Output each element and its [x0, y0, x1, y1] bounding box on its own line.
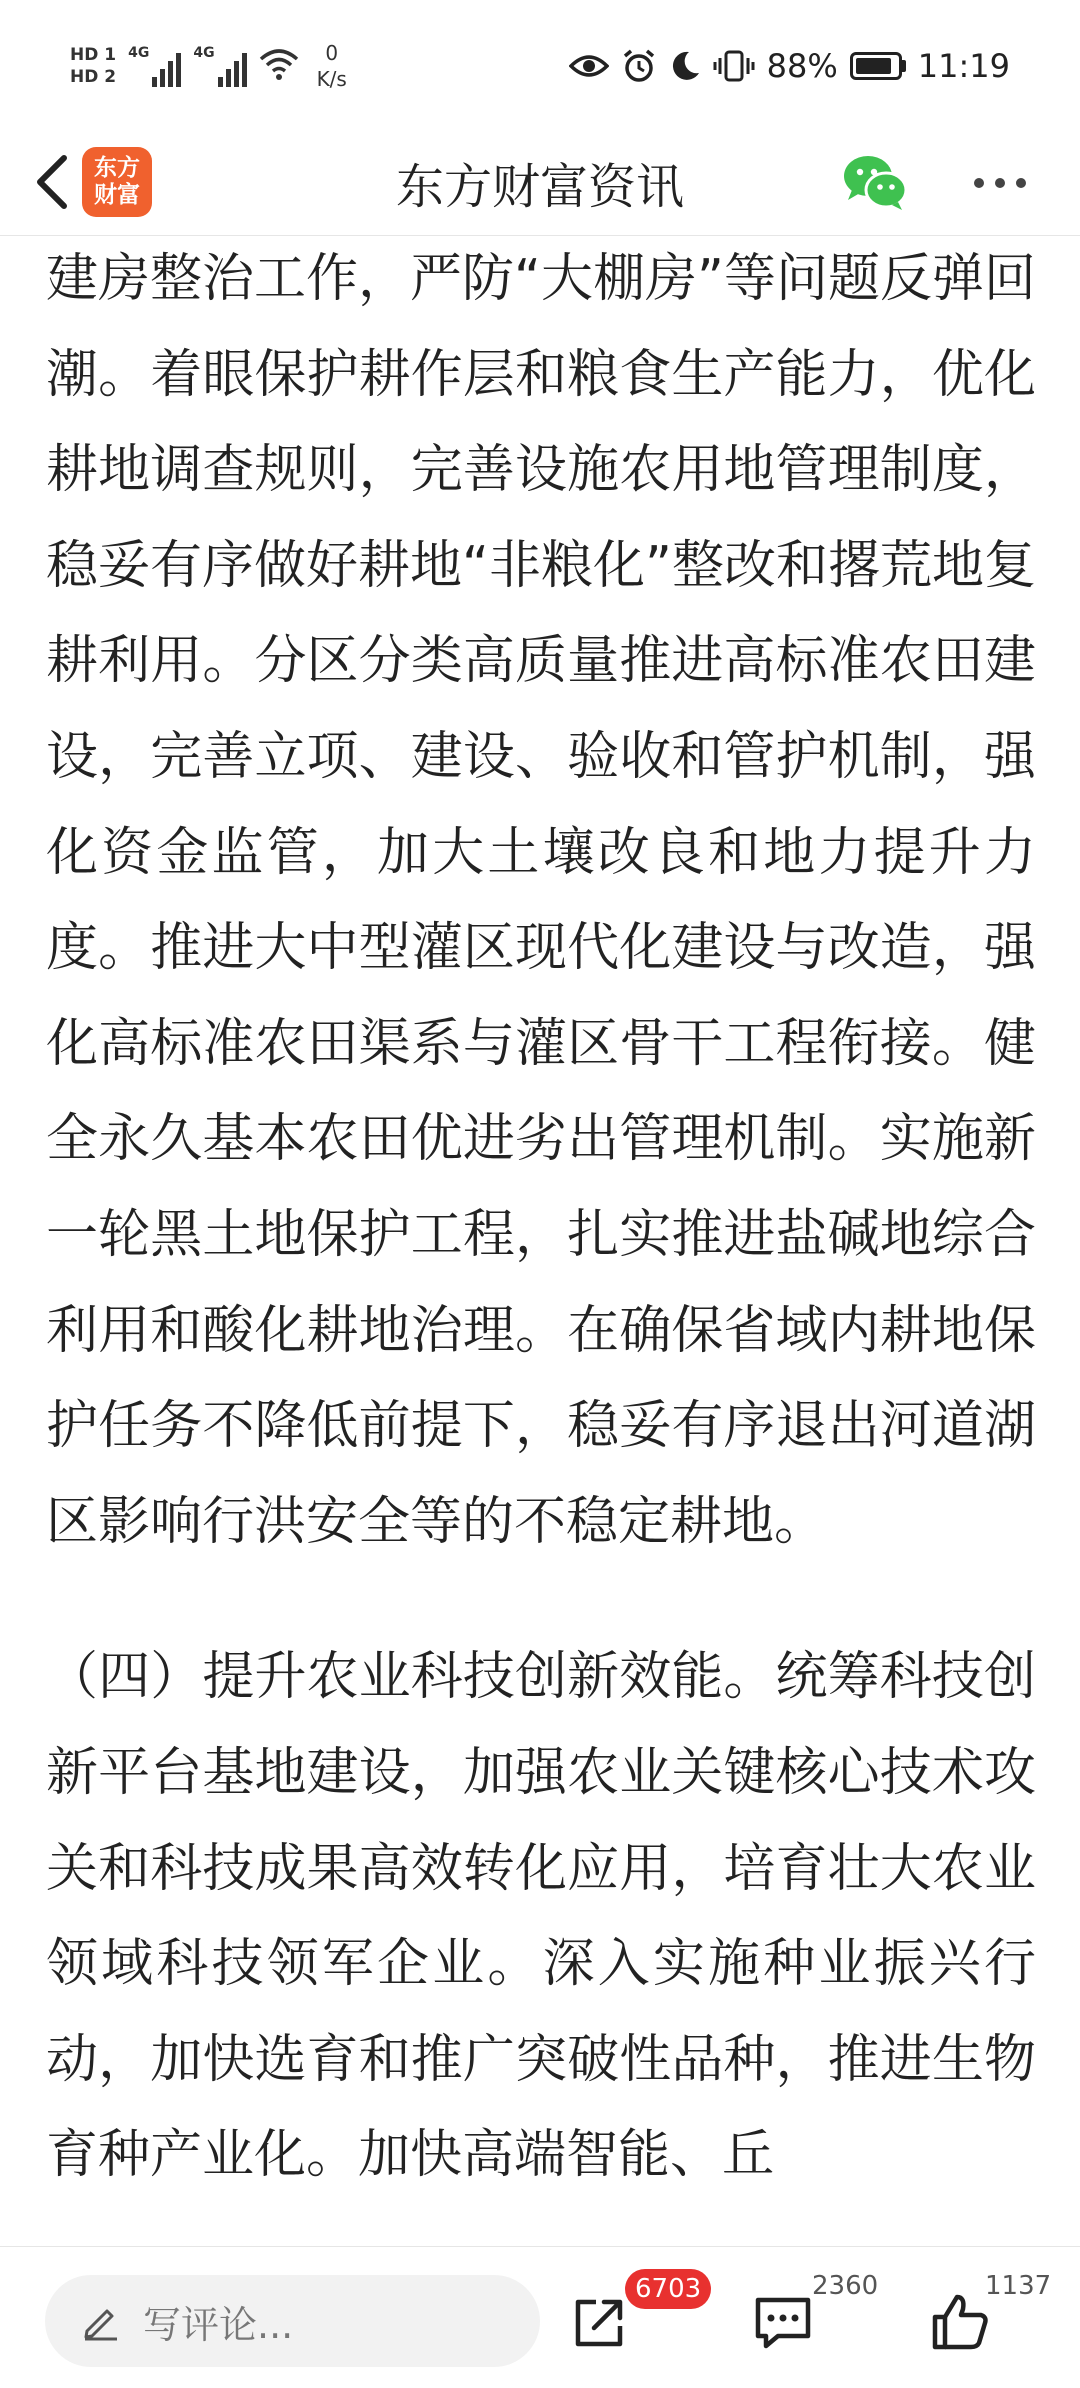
- status-left: [70, 36, 347, 96]
- article-paragraph: 建房整治工作，严防“大棚房”等问题反弹回潮。着眼保护耕作层和粮食生产能力，优化耕地调查规则，完善设施农用地管理制度，稳妥有序做好耕地“非粮化”整改和撂荒地复耕利用。分区分类高质量推进高标准农田建设，完善立项、建设、验收和管护机制，强化资金监管，加大土壤改良和地力提升力度。推进大中型灌区现代化建设与改造，强化高标准农田渠系与灌区骨干工程衔接。健全永久基本农田优进劣出管理机制。实施新一轮黑土地保护工程，扎实推进盐碱地综合利用和酸化耕地治理。在确保省域内耕地保护任务不降低前提下，稳妥有序退出河道湖区影响行洪安全等的不稳定耕地。: [46, 249, 1036, 1552]
- battery-icon: [850, 52, 906, 80]
- battery-percent: 88%: [766, 47, 838, 85]
- signal-1: [128, 45, 181, 87]
- wechat-share-button[interactable]: [840, 150, 910, 216]
- network-type-1: 4G: [128, 45, 150, 61]
- sim-indicators: [70, 44, 116, 88]
- back-arrow-icon: [34, 154, 70, 210]
- share-count-badge: 6703: [625, 2269, 711, 2309]
- bottom-action-bar: [0, 2246, 1080, 2388]
- like-icon: [929, 2291, 991, 2353]
- page-title: 东方财富资讯: [395, 159, 684, 215]
- nav-bar: [0, 130, 1080, 236]
- logo-text-line1: 东方: [94, 155, 140, 181]
- comment-input[interactable]: [45, 2275, 540, 2367]
- signal-icon: [152, 47, 181, 87]
- article-body: [46, 236, 1036, 2246]
- wifi-icon: [259, 47, 299, 85]
- clock: 11:19: [917, 47, 1010, 85]
- speed-unit: K/s: [316, 67, 347, 91]
- network-speed: [317, 40, 347, 92]
- back-button[interactable]: [22, 152, 82, 212]
- signal-2: [193, 45, 246, 87]
- article-paragraph: （四）提升农业科技创新效能。统筹科技创新平台基地建设，加强农业关键核心技术攻关和科技成果高效转化应用，培育壮大农业领域科技领军企业。深入实施种业振兴行动，加快选育和推广突破性品种，推进生物育种产业化。加快高端智能、丘: [46, 1647, 1036, 2186]
- comment-count: 2360: [812, 2271, 879, 2301]
- status-bar: [0, 0, 1080, 130]
- alarm-icon: [621, 48, 657, 84]
- comment-placeholder: 写评论...: [143, 2302, 294, 2347]
- network-type-2: 4G: [193, 45, 215, 61]
- share-icon: [570, 2292, 630, 2352]
- like-count: 1137: [985, 2271, 1052, 2301]
- moon-icon: [669, 49, 701, 83]
- logo-text-line2: 财富: [94, 182, 140, 208]
- speed-value: 0: [325, 41, 339, 65]
- app-logo: [82, 147, 152, 217]
- more-icon: [974, 178, 984, 188]
- more-button[interactable]: [965, 150, 1035, 216]
- vibrate-icon: [713, 49, 755, 83]
- sim1-label: HD 1: [70, 45, 117, 65]
- signal-icon: [218, 47, 247, 87]
- status-right: [569, 38, 1010, 94]
- sim2-label: HD 2: [70, 67, 117, 87]
- edit-pencil-icon: [81, 2301, 121, 2341]
- comment-icon: [752, 2292, 814, 2352]
- wechat-icon: [840, 150, 910, 216]
- eye-icon: [569, 52, 609, 80]
